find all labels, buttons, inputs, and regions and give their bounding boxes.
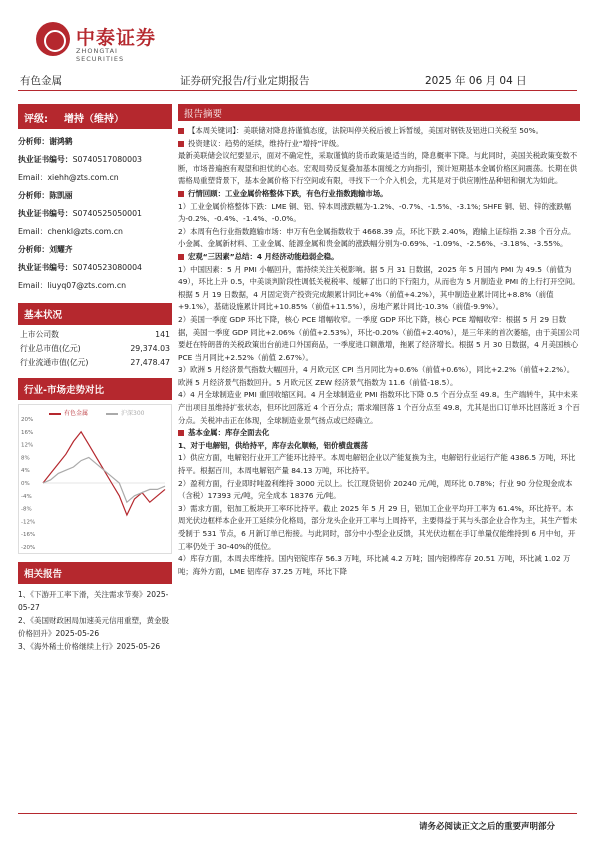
cert-number: S0740517080003 bbox=[72, 155, 143, 164]
related-reports-heading: 相关报告 bbox=[18, 562, 172, 584]
aluminum-profit: 2）盈利方面，行业即时吨盈利维持 3000 元以上。长江现货铝价 20240 元/吨，周环比 0.78%；行业 90 分位现金成本（含税）17393 元/吨，完全成本 18376 元/吨。 bbox=[178, 478, 573, 501]
trend-heading: 行业-市场走势对比 bbox=[18, 378, 172, 400]
email-link[interactable]: chenkl@zts.com.cn bbox=[47, 227, 123, 236]
bullet-macro bbox=[178, 251, 580, 264]
basic-value: 141 bbox=[155, 330, 170, 339]
basic-row bbox=[18, 328, 172, 342]
series-line-nonferrous bbox=[43, 432, 165, 515]
aluminum-heading: 1、对于电解铝，供给持平，库存去化顺畅，铝价横盘震荡 bbox=[178, 440, 368, 450]
logo-text-cn: 中泰证券 bbox=[76, 27, 157, 49]
investment-heading: 投资建议：趋势的延续，维持行业“增持”评级。 bbox=[188, 138, 344, 148]
basic-value: 27,478.47 bbox=[130, 358, 170, 367]
y-tick-label: 20% bbox=[21, 417, 34, 423]
bullet-square-icon bbox=[178, 430, 184, 436]
cert-number: S0740525050001 bbox=[72, 209, 143, 218]
email-label: Email： bbox=[18, 227, 48, 236]
legend-hs300: 沪深300 bbox=[106, 408, 144, 417]
analyst-role: 分析师： bbox=[18, 137, 50, 146]
trend-chart bbox=[18, 404, 172, 554]
analyst-name: 谢鸿鹤 bbox=[49, 137, 73, 146]
macro-global: 4）4 月全球制造业 PMI 重回收缩区间。4 月全球制造业 PMI 指数环比下降 0.5 个百分点至 49.8。生产端转牛，其中未来产出项目虽维持扩张状态，但环比回落近 4 个百分点；需求端回落 1 个百分点至 49.8，尤其是出口订单环比回落近 3 个百分点。关税冲击正在体现，全球制造业景气扬点或已经确立。 bbox=[178, 390, 580, 425]
footer-divider bbox=[18, 813, 577, 814]
bullet-review bbox=[178, 188, 580, 201]
y-tick-label: 8% bbox=[21, 455, 30, 462]
related-report-item[interactable]: 2、《美国财政困局加速美元信用重塑，黄金股价格回升》2025-05-26 bbox=[18, 616, 170, 638]
logo-mark-icon bbox=[36, 22, 70, 56]
rating-value: 增持（维持） bbox=[64, 114, 124, 125]
basic-row bbox=[18, 342, 172, 356]
basic-status-table bbox=[18, 328, 172, 370]
review-heading: 行情回顾：工业金属价格整体下跌，有色行业指数跑输市场。 bbox=[188, 188, 388, 198]
related-report-item[interactable]: 3、《海外稀土价格继续上行》2025-05-26 bbox=[18, 642, 161, 651]
basic-status-heading: 基本状况 bbox=[18, 303, 172, 325]
macro-china: 1）中国因素：5 月 PMI 小幅回升，需持续关注关税影响。据 5 月 31 日数据，2025 年 5 月国内 PMI 为 49.5（前值为 49），环比上升 0.5，中美谈判阶段性调低关税税率、缓解了出口的下行阻力，从而也为 5 月制造业 PMI 的上行打开空间。根据 5 月 19 日数据，4 月固定资产投资完成额累计同比+4%（前值+4.2%），其中制造业累计同比+8.8%（前值+9.1%），基础设施累计同比+10.85%（前值+11.5%），房地产累计同比-10.3%（前值-9.9%）。 bbox=[178, 264, 580, 312]
email-label: Email： bbox=[18, 173, 48, 182]
analyst-1 bbox=[18, 133, 172, 187]
aluminum-demand: 3）需求方面，铝加工板块开工率环比持平。截止 2025 年 5 月 29 日，铝加工企业平均开工率为 61.4%，环比持平。本周光伏边框样本企业开工延续分化格局，部分龙头企业开工率与上周持平，主要得益于其与头部企业合作为主，其生产暂未受制于 531 节点，6 月新订单已衔接。与此同时，部分中小型企业反馈，其光伏边框在手订单量仅能维持到 6 月中旬，开工率仍处于 30-40%的低位。 bbox=[178, 503, 578, 551]
bullet-square-icon bbox=[178, 128, 184, 134]
cert-label: 执业证书编号： bbox=[18, 155, 73, 164]
rating-label: 评级: bbox=[24, 114, 48, 125]
email-link[interactable]: xiehh@zts.com.cn bbox=[47, 173, 119, 182]
analyst-name: 陈凯丽 bbox=[49, 191, 73, 200]
y-tick-label: -20% bbox=[21, 545, 36, 551]
basic-row bbox=[18, 356, 172, 370]
review-point-1: 1）工业金属价格整体下跌：LME 铜、铝、锌本周涨跌幅为-1.2%、-0.7%、-1.5%、-3.1%; SHFE 铜、铝、锌的涨跌幅为-0.2%、-0.4%、-1.4%、-0.0%。 bbox=[178, 201, 572, 224]
chart-legend bbox=[49, 408, 144, 417]
bullet-square-icon bbox=[178, 141, 184, 147]
rating-box bbox=[18, 104, 172, 129]
cert-label: 执业证书编号： bbox=[18, 263, 73, 272]
basic-key: 行业流通市值(亿元) bbox=[20, 358, 89, 367]
related-reports-list bbox=[18, 588, 172, 653]
y-tick-label: -12% bbox=[21, 519, 36, 526]
y-tick-label: 12% bbox=[21, 442, 34, 449]
header-divider bbox=[18, 90, 577, 91]
basic-value: 29,374.03 bbox=[130, 344, 170, 353]
bullet-base-metals bbox=[178, 427, 580, 440]
y-tick-label: -8% bbox=[21, 506, 32, 513]
basic-key: 行业总市值(亿元) bbox=[20, 344, 81, 353]
bullet-square-icon bbox=[178, 191, 184, 197]
left-sidebar bbox=[18, 104, 172, 653]
report-date: 2025 年 06 月 04 日 bbox=[425, 75, 527, 87]
analyst-name: 刘耀齐 bbox=[49, 245, 73, 254]
review-point-2: 2）本周有色行业指数跑输市场：申万有色金属指数收于 4668.39 点，环比下跌 2.40%，跑输上证综指 2.38 个百分点。小金属、金属新材料、工业金属、能源金属和贵金属的涨跌幅分别为-0.69%、-1.09%、-2.56%、-3.18%、-3.55%。 bbox=[178, 226, 576, 249]
cert-label: 执业证书编号： bbox=[18, 209, 73, 218]
cert-number: S0740523080004 bbox=[72, 263, 143, 272]
y-tick-label: -16% bbox=[21, 532, 36, 539]
bullet-investment bbox=[178, 138, 580, 151]
analyst-3 bbox=[18, 241, 172, 295]
related-report-item[interactable]: 1、《下游开工率下滑，关注需求节奏》2025-05-27 bbox=[18, 590, 169, 612]
y-tick-label: 0% bbox=[21, 481, 30, 487]
analyst-list bbox=[18, 133, 172, 295]
macro-europe: 3）欧洲 5 月经济景气指数大幅回升，4 月欧元区 CPI 当月同比为+0.6%（前值+0.6%），同比+2.2%（前值+2.2%）。欧洲 5 月经济景气指数回升。5 月欧元区 ZEW 经济景气指数为 11.6（前值-18.5）。 bbox=[178, 365, 575, 387]
analyst-role: 分析师： bbox=[18, 245, 50, 254]
macro-heading: 宏观“三因素”总结：4 月经济动能趋弱企稳。 bbox=[188, 251, 339, 261]
aluminum-inventory: 4）库存方面，本周去库维持。国内铝锭库存 56.3 万吨，环比减 4.2 万吨；国内铝棒库存 20.51 万吨，环比减 1.02 万吨；海外方面，LME 铝库存 37.25 万吨，环比下降 bbox=[178, 554, 571, 576]
sector-label: 有色金属 bbox=[20, 75, 62, 87]
footer-disclaimer: 请务必阅读正文之后的重要声明部分 bbox=[418, 822, 555, 832]
analyst-role: 分析师： bbox=[18, 191, 50, 200]
y-tick-label: 4% bbox=[21, 468, 30, 475]
analyst-2 bbox=[18, 187, 172, 241]
series-line-hs300 bbox=[43, 457, 165, 502]
summary-body bbox=[178, 125, 580, 578]
trend-chart-svg bbox=[19, 405, 171, 553]
y-tick-label: 16% bbox=[21, 429, 34, 436]
investment-body: 最新美联储会议纪要显示，面对不确定性，采取谨慎的货币政策是适当的，降息概率下降。与此同时，美国关税政策变数不断，市场普遍抱有观望和担忧的心态。宏观局势反复叠加基本面缓之方向指引，预计短期基本金属价格区间震荡。长期在供需格局重塑背景下，基本金属价格下行空间或有限，寻找下一个介入机会，尤其是对于供应刚性品种铝和铜尤为如此。 bbox=[178, 151, 578, 186]
keywords-text: 【本周关键词】：美联储对降息持谨慎态度，法院叫停关税后被上诉暂缓，美国对钢铁及铝进口关税至 50%。 bbox=[188, 126, 544, 135]
main-content bbox=[178, 104, 580, 578]
logo-text-en: ZHONGTAI SECURITIES bbox=[76, 47, 125, 63]
summary-heading: 报告摘要 bbox=[178, 104, 580, 121]
macro-us: 2）美国一季度 GDP 环比下降，核心 PCE 增幅收窄。一季度 GDP 环比下降，核心 PCE 增幅收窄：根据 5 月 29 日数据，美国一季度 GDP 同比+2.06%（前值+2.53%），环比-0.20%（前值+2.40%），是三年来的首次萎缩，由于美国公司要赶在特朗普的关税政策出台前进口外国商品，一季度进口额激增，拖累了经济增长。根据 5 月 30 日数据，4 月美国核心 PCE 当月同比+2.52%（前值 2.67%）。 bbox=[178, 314, 580, 362]
legend-nonferrous: 有色金属 bbox=[49, 408, 88, 417]
email-link[interactable]: liuyq07@zts.com.cn bbox=[47, 281, 127, 290]
base-metals-heading: 基本金属：库存全面去化 bbox=[188, 428, 270, 438]
bullet-square-icon bbox=[178, 254, 184, 260]
company-logo bbox=[36, 22, 166, 62]
report-type: 证券研究报告/行业定期报告 bbox=[180, 75, 310, 87]
email-label: Email： bbox=[18, 281, 48, 290]
y-tick-label: -4% bbox=[21, 493, 32, 500]
bullet-keywords bbox=[178, 125, 580, 138]
aluminum-supply: 1）供应方面，电解铝行业开工产能环比持平。本周电解铝企业以产能复换为主，电解铝行业运行产能 4386.5 万吨，环比持平。根据百川，本周电解铝产量 84.13 万吨，环比持平。 bbox=[178, 453, 576, 476]
basic-key: 上市公司数 bbox=[20, 330, 59, 339]
